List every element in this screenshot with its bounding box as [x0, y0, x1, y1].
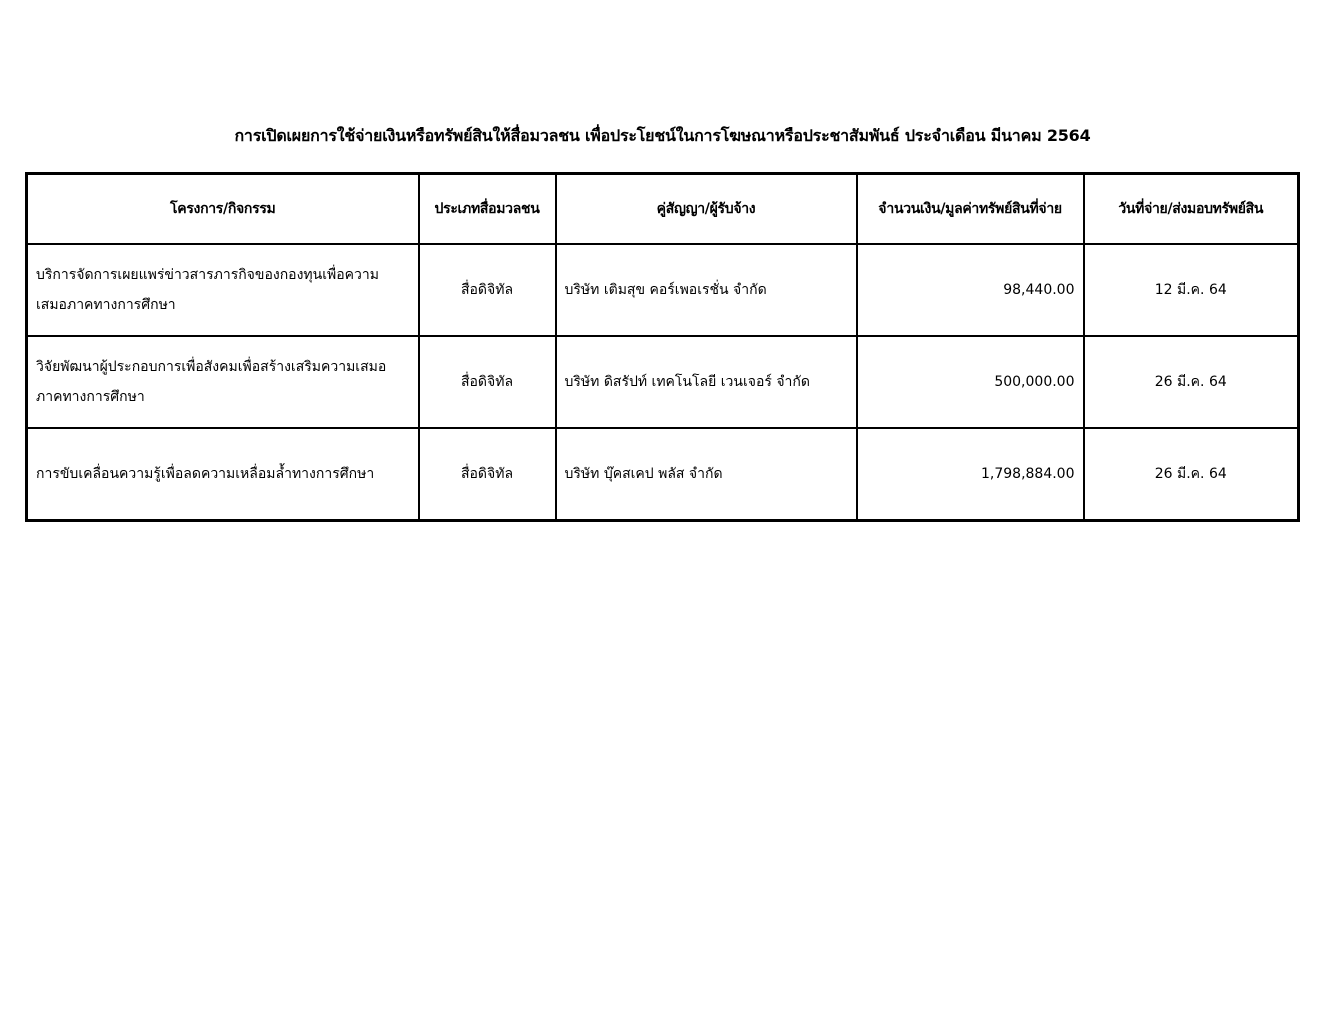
cell-contractor: บริษัท ดิสรัปท์ เทคโนโลยี เวนเจอร์ จำกัด: [556, 336, 857, 428]
header-amount: จำนวนเงิน/มูลค่าทรัพย์สินที่จ่าย: [857, 174, 1084, 245]
cell-contractor: บริษัท เติมสุข คอร์เพอเรชั่น จำกัด: [556, 244, 857, 336]
cell-media-type: สื่อดิจิทัล: [419, 428, 556, 521]
cell-media-type: สื่อดิจิทัล: [419, 336, 556, 428]
cell-date: 12 มี.ค. 64: [1084, 244, 1299, 336]
cell-amount: 98,440.00: [857, 244, 1084, 336]
table-header-row: [27, 174, 1299, 245]
cell-project: บริการจัดการเผยแพร่ข่าวสารภารกิจของกองทุนเพื่อความเสมอภาคทางการศึกษา: [27, 244, 419, 336]
cell-amount: 1,798,884.00: [857, 428, 1084, 521]
document-title: การเปิดเผยการใช้จ่ายเงินหรือทรัพย์สินให้สื่อมวลชน เพื่อประโยชน์ในการโฆษณาหรือประชาสัมพันธ์ ประจำเดือน มีนาคม 2564: [234, 126, 1091, 145]
table-row: [27, 244, 1299, 336]
table-row: [27, 336, 1299, 428]
header-contractor: คู่สัญญา/ผู้รับจ้าง: [556, 174, 857, 245]
cell-date: 26 มี.ค. 64: [1084, 336, 1299, 428]
table-row: [27, 428, 1299, 521]
cell-project: วิจัยพัฒนาผู้ประกอบการเพื่อสังคมเพื่อสร้างเสริมความเสมอภาคทางการศึกษา: [27, 336, 419, 428]
header-media-type: ประเภทสื่อมวลชน: [419, 174, 556, 245]
cell-date: 26 มี.ค. 64: [1084, 428, 1299, 521]
cell-project: การขับเคลื่อนความรู้เพื่อลดความเหลื่อมล้ำทางการศึกษา: [27, 428, 419, 521]
cell-amount: 500,000.00: [857, 336, 1084, 428]
disclosure-table: [25, 172, 1300, 522]
cell-media-type: สื่อดิจิทัล: [419, 244, 556, 336]
header-date: วันที่จ่าย/ส่งมอบทรัพย์สิน: [1084, 174, 1299, 245]
header-project: โครงการ/กิจกรรม: [27, 174, 419, 245]
cell-contractor: บริษัท บุ๊คสเคป พลัส จำกัด: [556, 428, 857, 521]
